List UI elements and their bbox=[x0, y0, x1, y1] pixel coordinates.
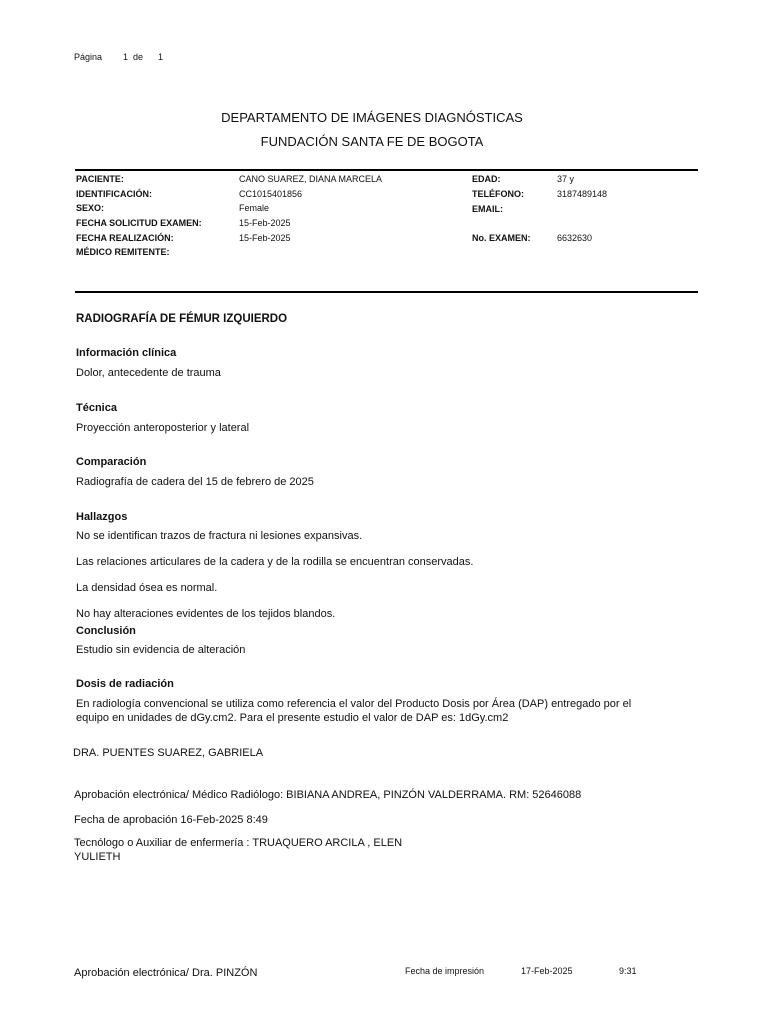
top-divider bbox=[75, 169, 698, 171]
referring-doctor-label: MÉDICO REMITENTE: bbox=[76, 247, 170, 257]
request-date-label: FECHA SOLICITUD EXAMEN: bbox=[76, 218, 202, 228]
print-date-label: Fecha de impresión bbox=[405, 966, 485, 976]
print-date: 17-Feb-2025 bbox=[521, 966, 573, 976]
clinical-info-heading: Información clínica bbox=[76, 347, 177, 359]
sex-label: SEXO: bbox=[76, 203, 105, 213]
foundation-title: FUNDACIÓN SANTA FE DE BOGOTA bbox=[260, 134, 484, 149]
email-label: EMAIL: bbox=[472, 204, 503, 214]
id-label: IDENTIFICACIÓN: bbox=[76, 189, 152, 199]
clinical-info-text: Dolor, antecedente de trauma bbox=[76, 367, 221, 379]
technologist-line1: Tecnólogo o Auxiliar de enfermería : TRUAQUERO ARCILA , ELEN bbox=[74, 837, 403, 849]
patient-name-label: PACIENTE: bbox=[76, 174, 124, 184]
comparison-text: Radiografía de cadera del 15 de febrero de 2025 bbox=[76, 476, 314, 488]
finding-item: No se identifican trazos de fractura ni lesiones expansivas. bbox=[76, 530, 363, 542]
comparison-heading: Comparación bbox=[76, 456, 147, 468]
page-total: 1 bbox=[158, 52, 164, 62]
approval-date: Fecha de aprobación 16-Feb-2025 8:49 bbox=[74, 814, 268, 826]
exam-date-value: 15-Feb-2025 bbox=[239, 233, 291, 243]
request-date-value: 15-Feb-2025 bbox=[239, 218, 291, 228]
radiation-heading: Dosis de radiación bbox=[76, 678, 174, 690]
age-value: 37 y bbox=[557, 174, 575, 184]
doctor-name: DRA. PUENTES SUAREZ, GABRIELA bbox=[73, 747, 264, 759]
approval-line: Aprobación electrónica/ Médico Radiólogo: BIBIANA ANDREA, PINZÓN VALDERRAMA. RM: 52646088 bbox=[74, 789, 582, 801]
age-label: EDAD: bbox=[472, 174, 501, 184]
finding-item: Las relaciones articulares de la cadera y de la rodilla se encuentran conservadas. bbox=[76, 556, 474, 568]
conclusion-heading: Conclusión bbox=[76, 625, 136, 637]
exam-title: RADIOGRAFÍA DE FÉMUR IZQUIERDO bbox=[76, 313, 288, 325]
finding-item: No hay alteraciones evidentes de los tejidos blandos. bbox=[76, 608, 336, 620]
id-value: CC1015401856 bbox=[239, 189, 303, 199]
exam-no-value: 6632630 bbox=[557, 233, 593, 243]
phone-label: TELÉFONO: bbox=[472, 189, 524, 199]
finding-item: La densidad ósea es normal. bbox=[76, 582, 218, 594]
technologist-line2: YULIETH bbox=[74, 851, 121, 863]
conclusion-text: Estudio sin evidencia de alteración bbox=[76, 644, 246, 656]
footer-approval: Aprobación electrónica/ Dra. PINZÓN bbox=[74, 967, 258, 979]
department-title: DEPARTAMENTO DE IMÁGENES DIAGNÓSTICAS bbox=[221, 110, 523, 125]
page-current: 1 bbox=[123, 52, 129, 62]
exam-date-label: FECHA REALIZACIÓN: bbox=[76, 233, 174, 243]
technique-text: Proyección anteroposterior y lateral bbox=[76, 422, 250, 434]
bottom-divider bbox=[75, 291, 698, 293]
radiation-text-line1: En radiología convencional se utiliza como referencia el valor del Producto Dosis por Área (DAP) entregado por el bbox=[76, 698, 632, 710]
technique-heading: Técnica bbox=[76, 402, 117, 414]
page-of-label: de bbox=[133, 52, 144, 62]
patient-name: CANO SUAREZ, DIANA MARCELA bbox=[239, 174, 383, 184]
print-time: 9:31 bbox=[619, 966, 637, 976]
findings-heading: Hallazgos bbox=[76, 511, 128, 523]
page-label: Página bbox=[74, 52, 103, 62]
sex-value: Female bbox=[239, 203, 270, 213]
radiation-text-line2: equipo en unidades de dGy.cm2. Para el presente estudio el valor de DAP es: 1dGy.cm2 bbox=[76, 712, 509, 724]
phone-value: 3187489148 bbox=[557, 189, 608, 199]
exam-no-label: No. EXAMEN: bbox=[472, 233, 531, 243]
